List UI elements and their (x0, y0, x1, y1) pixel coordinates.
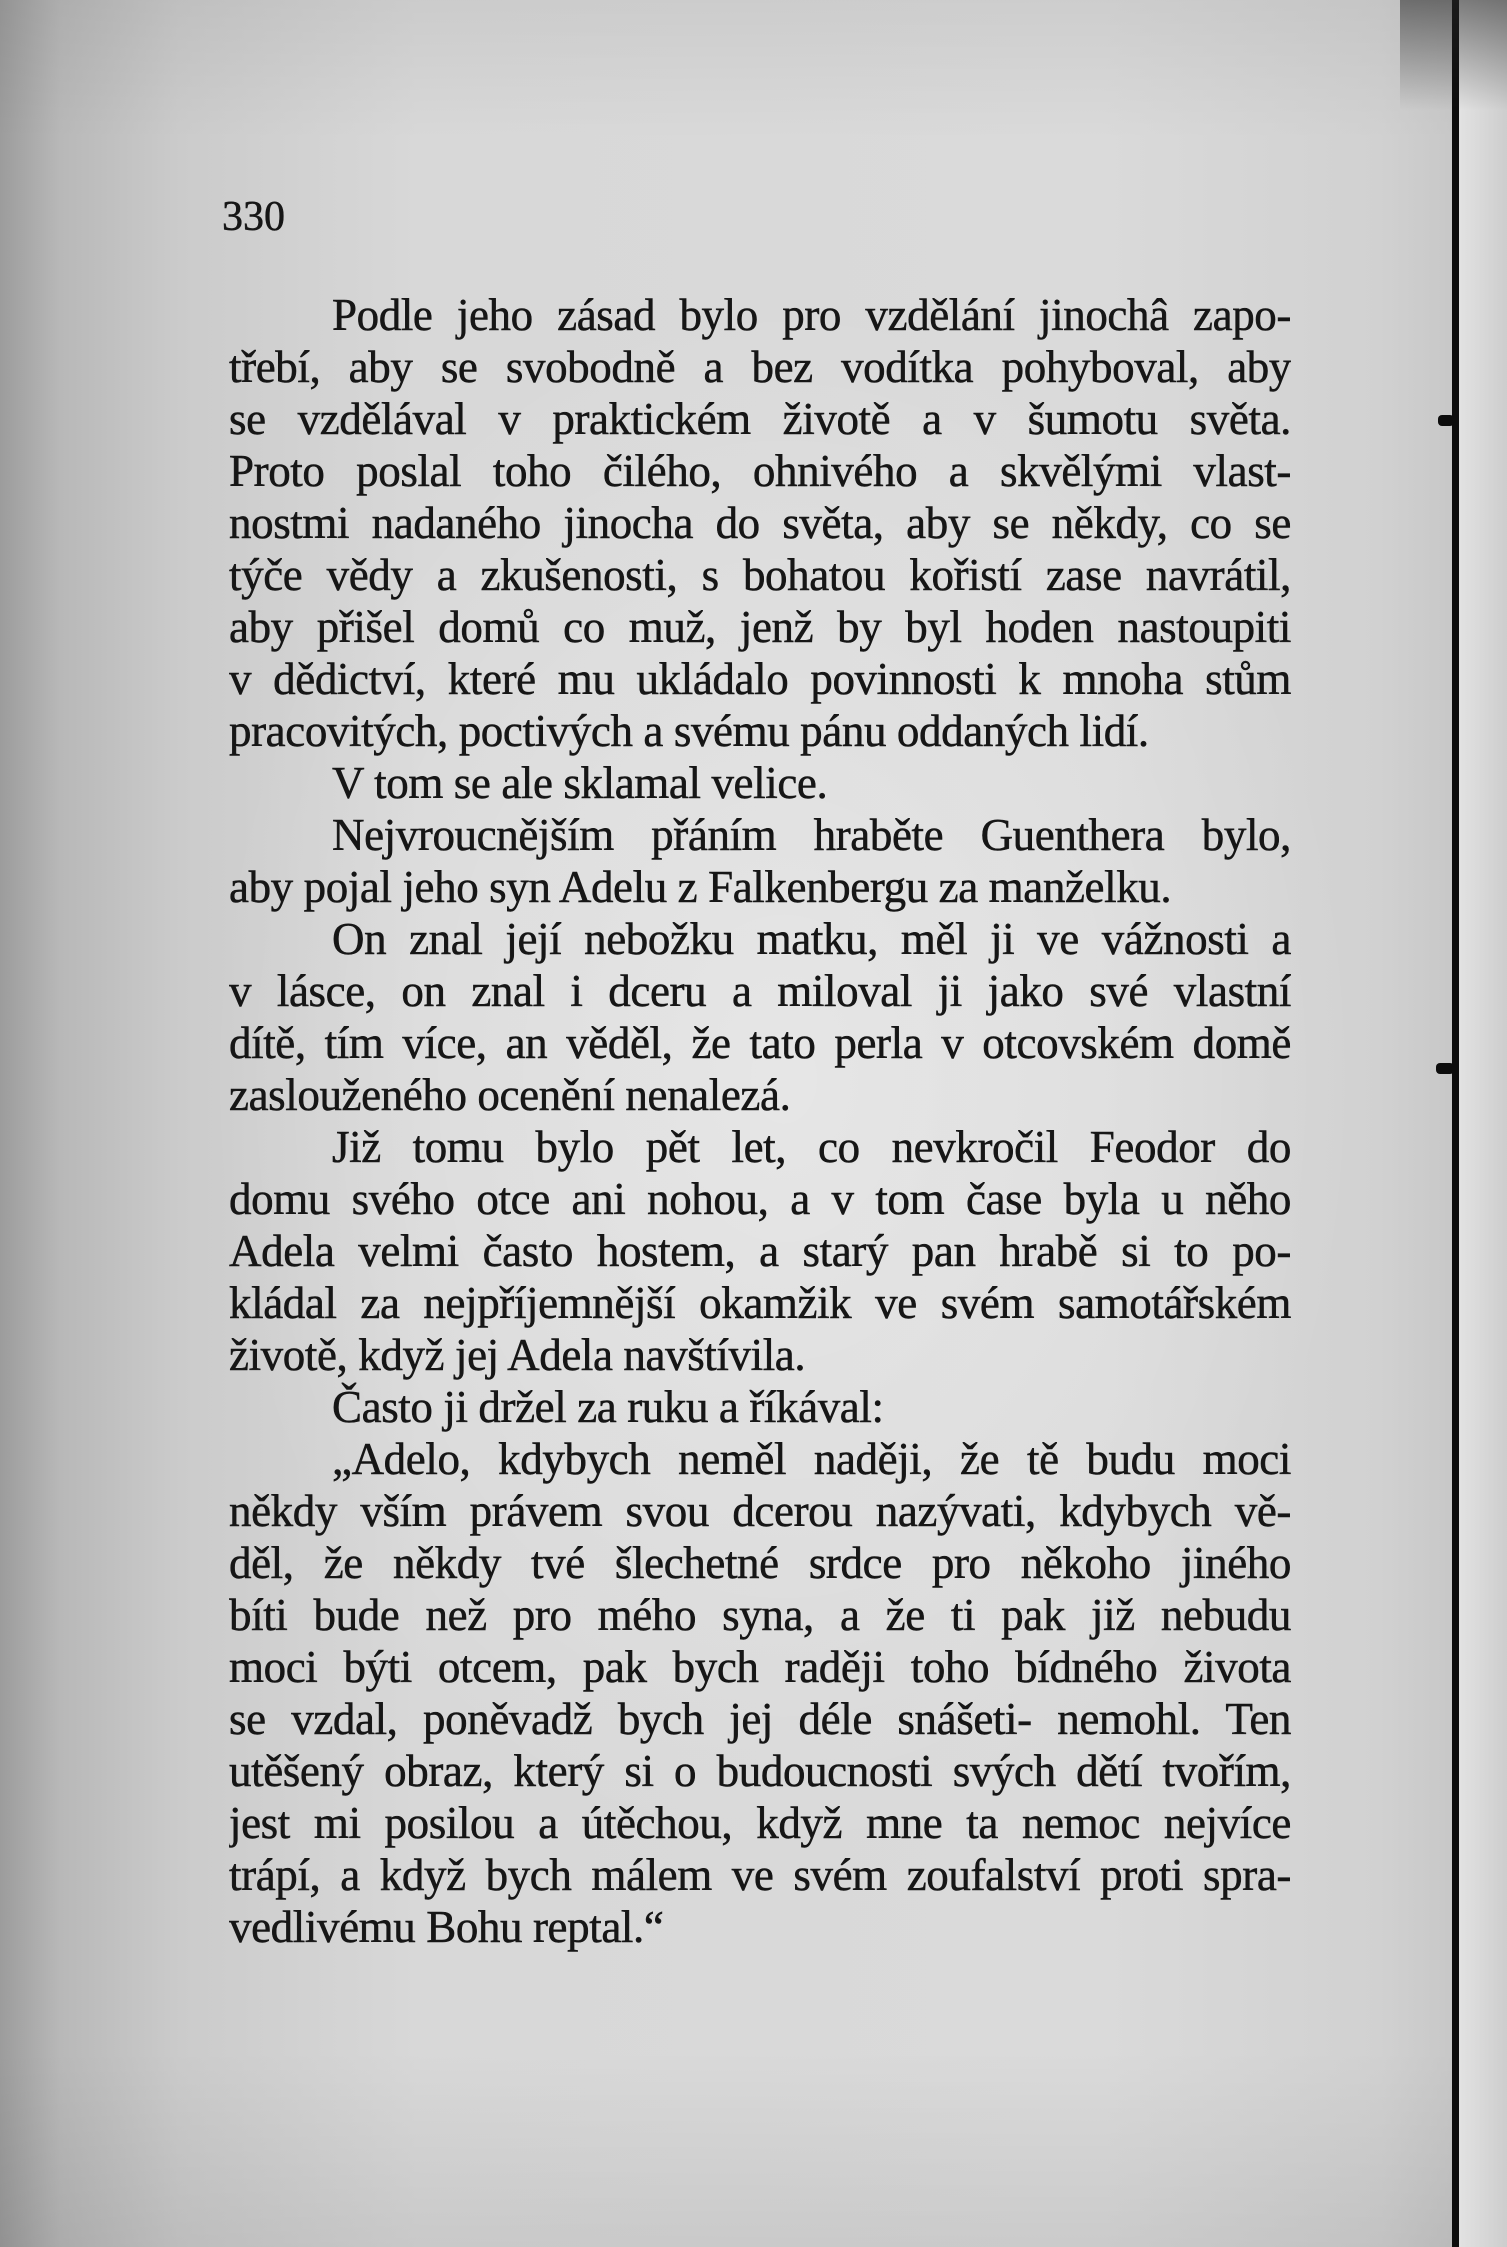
text-line: někdy vším právem svou dcerou nazývati, kdybych vě- (229, 1486, 1291, 1536)
text-line: Proto poslal toho čilého, ohnivého a skvělými vlast- (229, 446, 1291, 496)
text-line: On znal její nebožku matku, měl ji ve vážnosti a (332, 914, 1291, 964)
text-line: jest mi posilou a útěchou, když mne ta nemoc nejvíce (229, 1798, 1291, 1848)
text-line: týče vědy a zkušenosti, s bohatou kořistí zase navrátil, (229, 550, 1291, 600)
text-line: Nejvroucnějším přáním hraběte Guenthera bylo, (332, 810, 1291, 860)
paragraph (229, 289, 1291, 757)
page-edge-line (1452, 0, 1459, 2247)
text-line: třebí, aby se svobodně a bez vodítka pohyboval, aby (229, 342, 1291, 392)
page-number: 330 (222, 194, 285, 240)
text-line: kládal za nejpříjemnější okamžik ve svém samotářském (229, 1278, 1291, 1328)
text-line: děl, že někdy tvé šlechetné srdce pro někoho jiného (229, 1538, 1291, 1588)
page-margin-strip (1459, 0, 1507, 2247)
scan-shadow (1400, 0, 1507, 110)
text-body (229, 289, 1291, 1953)
text-line: Často ji držel za ruku a říkával: (332, 1382, 884, 1432)
edge-mark (1438, 415, 1454, 426)
text-line: se vzdělával v praktickém životě a v šumotu světa. (229, 394, 1291, 444)
text-line: aby přišel domů co muž, jenž by byl hoden nastoupiti (229, 602, 1291, 652)
text-line: dítě, tím více, an věděl, že tato perla v otcovském domě (229, 1018, 1291, 1068)
text-line: bíti bude než pro mého syna, a že ti pak již nebudu (229, 1590, 1291, 1640)
text-line: zaslouženého ocenění nenalezá. (229, 1070, 791, 1120)
text-line: Adela velmi často hostem, a starý pan hrabě si to po- (229, 1226, 1291, 1276)
text-line: utěšený obraz, který si o budoucnosti svých dětí tvořím, (229, 1746, 1291, 1796)
text-line: Podle jeho zásad bylo pro vzdělání jinochâ zapo- (332, 290, 1291, 340)
text-line: Již tomu bylo pět let, co nevkročil Feodor do (332, 1122, 1291, 1172)
text-line: nostmi nadaného jinocha do světa, aby se někdy, co se (229, 498, 1291, 548)
text-line: pracovitých, poctivých a svému pánu oddaných lidí. (229, 706, 1149, 756)
text-line: v dědictví, které mu ukládalo povinnosti k mnoha stům (229, 654, 1291, 704)
text-line: vedlivému Bohu reptal.“ (229, 1902, 664, 1952)
paragraph (229, 809, 1291, 913)
text-line: se vzdal, poněvadž bych jej déle snášeti- nemohl. Ten (229, 1694, 1291, 1744)
paragraph (229, 1121, 1291, 1381)
text-line: moci býti otcem, pak bych raději toho bídného života (229, 1642, 1291, 1692)
text-line: „Adelo, kdybych neměl naději, že tě budu moci (332, 1434, 1291, 1484)
text-line: trápí, a když bych málem ve svém zoufalství proti spra- (229, 1850, 1291, 1900)
paragraph (229, 1381, 1291, 1433)
text-line: v lásce, on znal i dceru a miloval ji jako své vlastní (229, 966, 1291, 1016)
paragraph (229, 1433, 1291, 1953)
edge-mark (1436, 1063, 1454, 1074)
text-line: V tom se ale sklamal velice. (332, 758, 828, 808)
text-line: aby pojal jeho syn Adelu z Falkenbergu za manželku. (229, 862, 1172, 912)
text-line: domu svého otce ani nohou, a v tom čase byla u něho (229, 1174, 1291, 1224)
paragraph (229, 913, 1291, 1121)
text-line: životě, když jej Adela navštívila. (229, 1330, 806, 1380)
paragraph (229, 757, 1291, 809)
